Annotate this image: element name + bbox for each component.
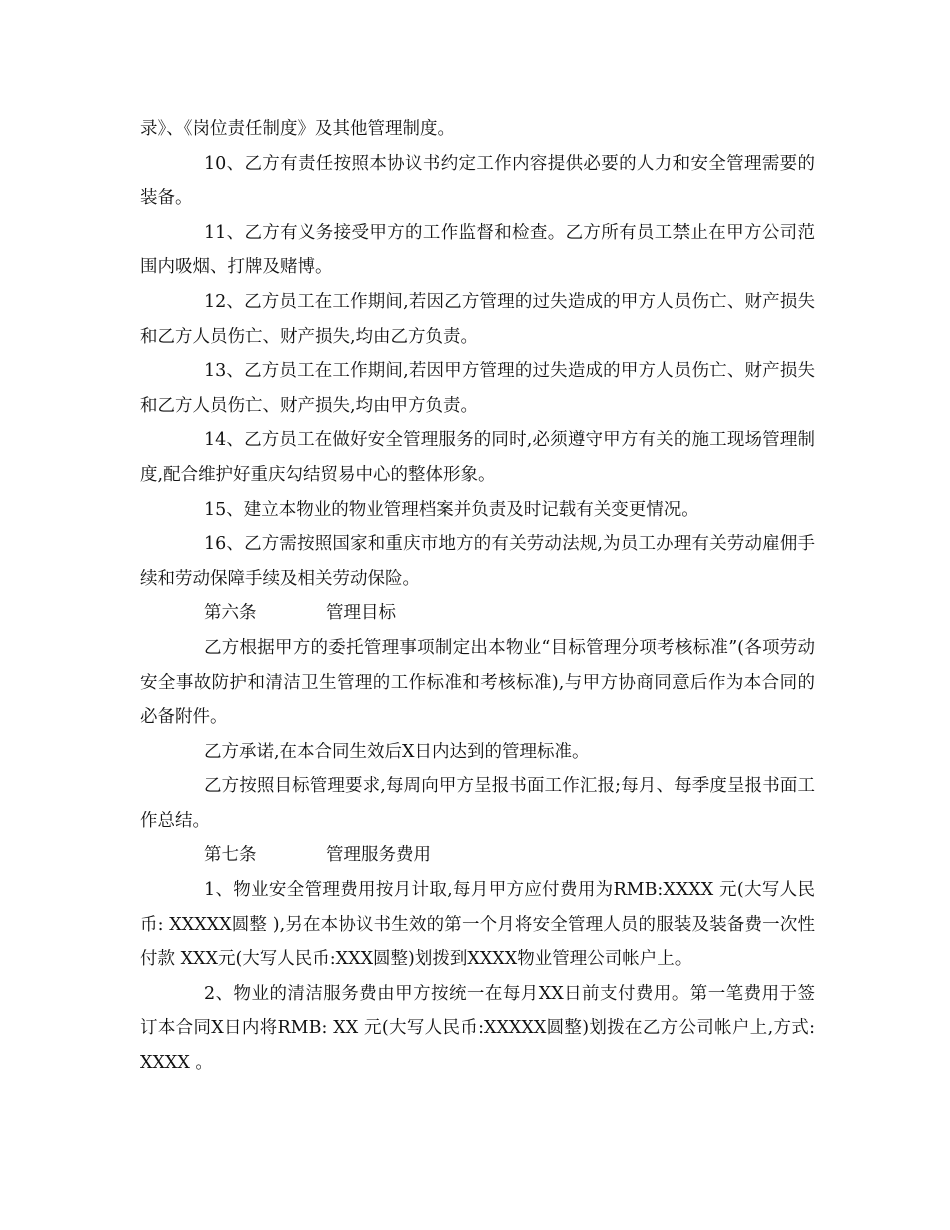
clause-item-11: 11、乙方有义务接受甲方的工作监督和检查。乙方所有员工禁止在甲方公司范围内吸烟、打牌及赌博。	[140, 222, 815, 278]
fee-item-2: 2、物业的清洁服务费由甲方按统一在每月XX日前支付费用。第一笔费用于签订本合同X日内将RMB: XX 元(大写人民币:XXXXX圆整)划拨在乙方公司帐户上,方式: XXXX 。	[140, 983, 821, 1074]
article-title: 管理服务费用	[326, 845, 431, 866]
fee-item-1: 1、物业安全管理费用按月计取,每月甲方应付费用为RMB:XXXX 元(大写人民币: XXXXX圆整 ),另在本协议书生效的第一个月将安全管理人员的服装及装备费一次性付款 XXX元(大写人民币:XXX圆整)划拨到XXXX物业管理公司帐户上。	[140, 880, 815, 970]
document-body	[140, 112, 821, 1081]
article-number: 第七条	[204, 845, 257, 866]
clause-item-12: 12、乙方员工在工作期间,若因乙方管理的过失造成的甲方人员伤亡、财产损失和乙方人员伤亡、财产损失,均由乙方负责。	[140, 291, 815, 347]
clause-item-16: 16、乙方需按照国家和重庆市地方的有关劳动法规,为员工办理有关劳动雇佣手续和劳动保障手续及相关劳动保险。	[140, 534, 815, 589]
paragraph-continuation: 录》、《岗位责任制度》及其他管理制度。	[140, 119, 455, 139]
article-6-paragraph: 乙方承诺,在本合同生效后X日内达到的管理标准。	[204, 741, 590, 762]
article-heading-6	[140, 596, 815, 631]
clause-item-13: 13、乙方员工在工作期间,若因甲方管理的过失造成的甲方人员伤亡、财产损失和乙方人员伤亡、财产损失,均由甲方负责。	[140, 361, 815, 416]
article-6-paragraph: 乙方按照目标管理要求,每周向甲方呈报书面工作汇报;每月、每季度呈报书面工作总结。	[140, 776, 815, 831]
clause-item-10: 10、乙方有责任按照本协议书约定工作内容提供必要的人力和安全管理需要的装备。	[140, 153, 815, 209]
clause-item-15: 15、建立本物业的物业管理档案并负责及时记载有关变更情况。	[204, 499, 699, 520]
article-6-paragraph: 乙方根据甲方的委托管理事项制定出本物业“目标管理分项考核标准”(各项劳动安全事故防护和清洁卫生管理的工作标准和考核标准),与甲方协商同意后作为本合同的必备附件。	[140, 637, 815, 728]
article-number: 第六条	[204, 603, 257, 624]
clause-item-14: 14、乙方员工在做好安全管理服务的同时,必须遵守甲方有关的施工现场管理制度,配合维护好重庆勾结贸易中心的整体形象。	[140, 430, 815, 485]
article-title: 管理目标	[326, 603, 396, 624]
article-heading-7	[140, 838, 815, 873]
